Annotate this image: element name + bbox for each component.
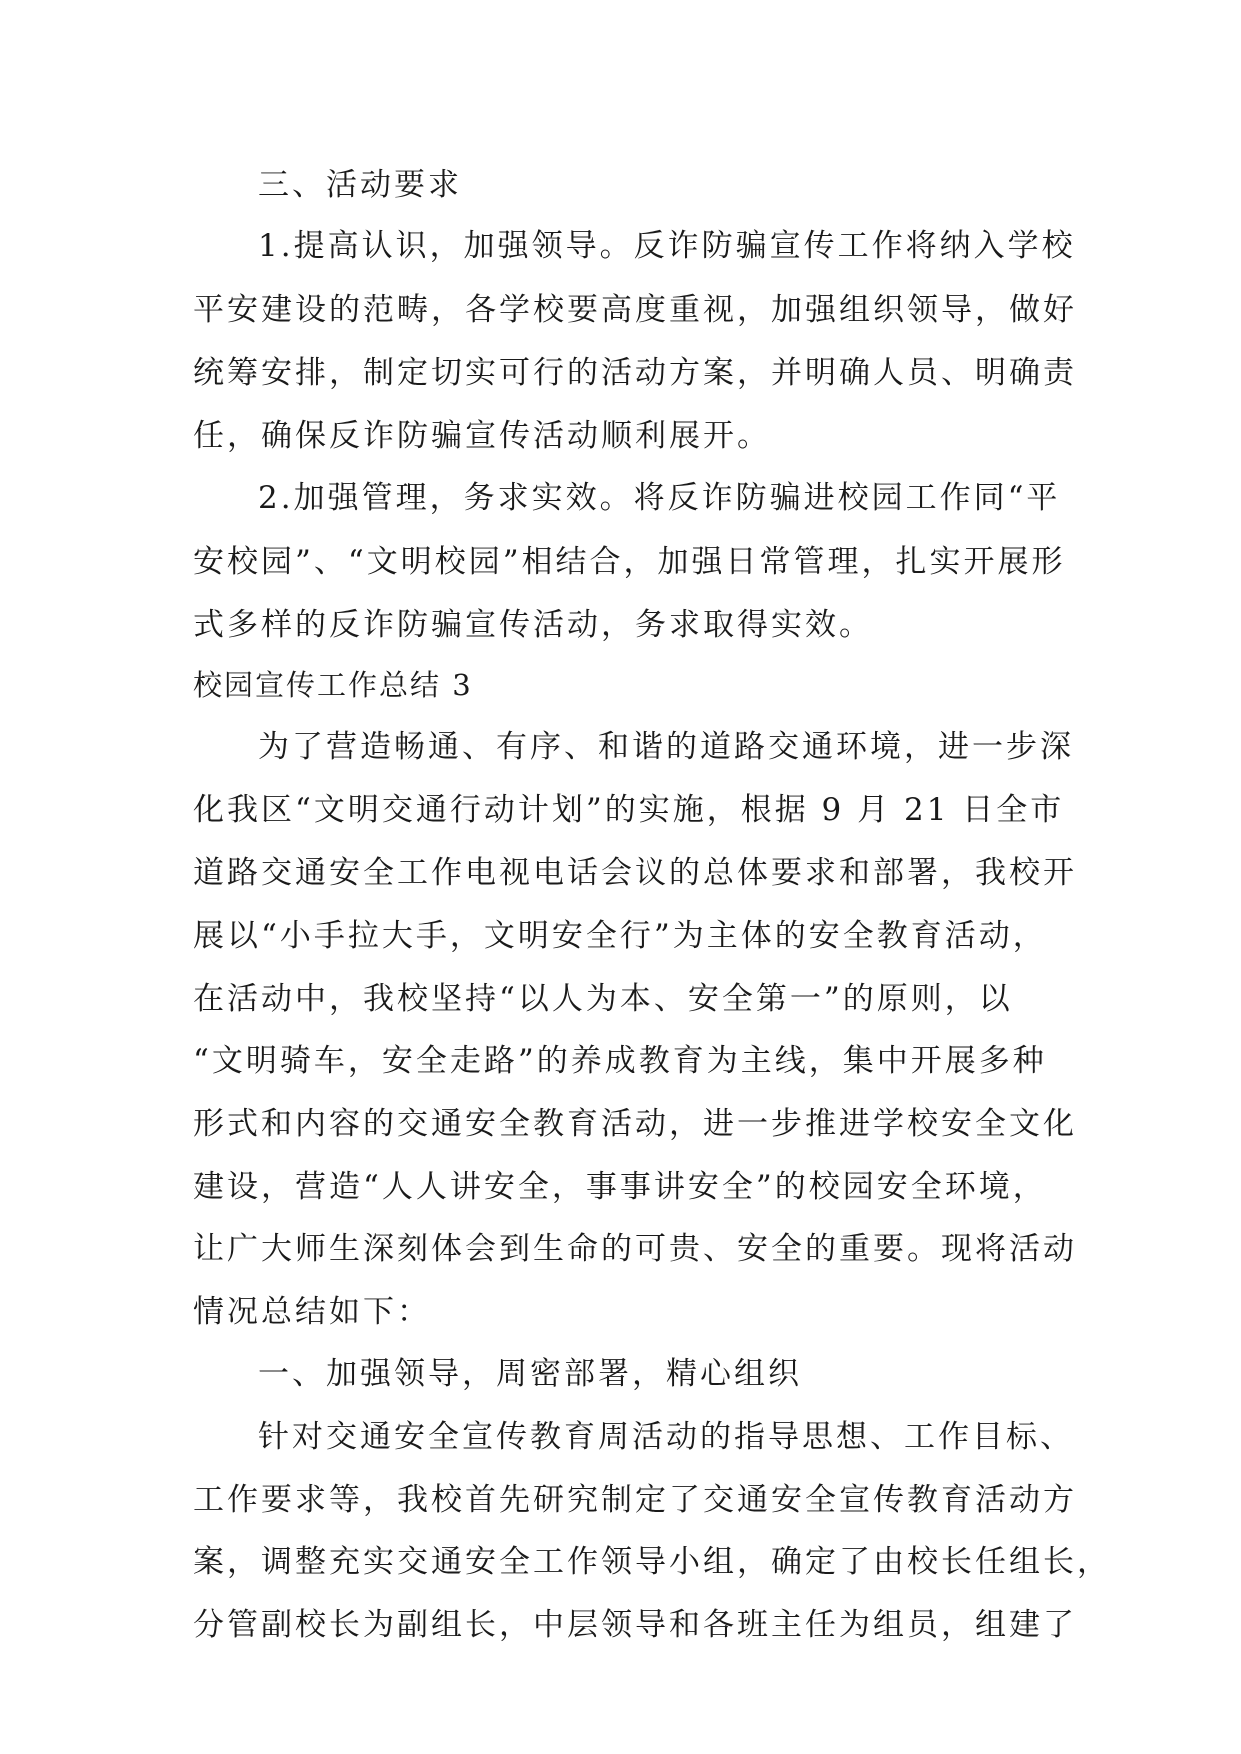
section-heading: 三、活动要求 [258, 167, 462, 203]
paragraph-line: 为了营造畅通、有序、和谐的道路交通环境，进一步深 [258, 729, 1074, 765]
paragraph-line: 式多样的反诈防骗宣传活动，务求取得实效。 [193, 607, 873, 643]
paragraph-line: 2.加强管理，务求实效。将反诈防骗进校园工作同“平 [258, 480, 1061, 516]
paragraph-line: 案，调整充实交通安全工作领导小组，确定了由校长任组长， [193, 1544, 1111, 1580]
paragraph-line: 形式和内容的交通安全教育活动，进一步推进学校安全文化 [193, 1106, 1077, 1142]
paragraph-line: 针对交通安全宣传教育周活动的指导思想、工作目标、 [258, 1419, 1074, 1455]
paragraph-line: 化我区“文明交通行动计划”的实施，根据 9 月 21 日全市 [193, 792, 1065, 828]
paragraph-line: 工作要求等，我校首先研究制定了交通安全宣传教育活动方 [193, 1482, 1077, 1518]
paragraph-line: “文明骑车，安全走路”的养成教育为主线，集中开展多种 [193, 1043, 1047, 1079]
paragraph-line: 道路交通安全工作电视电话会议的总体要求和部署，我校开 [193, 855, 1077, 891]
paragraph-line: 分管副校长为副组长，中层领导和各班主任为组员，组建了 [193, 1607, 1077, 1643]
paragraph-line: 展以“小手拉大手，文明安全行”为主体的安全教育活动， [193, 918, 1047, 954]
article-title: 校园宣传工作总结 3 [193, 668, 473, 702]
paragraph-line: 让广大师生深刻体会到生命的可贵、安全的重要。现将活动 [193, 1231, 1077, 1267]
paragraph-line: 平安建设的范畴，各学校要高度重视，加强组织领导，做好 [193, 292, 1077, 328]
paragraph-line: 安校园”、“文明校园”相结合，加强日常管理，扎实开展形 [193, 544, 1066, 580]
paragraph-line: 在活动中，我校坚持“以人为本、安全第一”的原则，以 [193, 981, 1013, 1017]
paragraph-line: 统筹安排，制定切实可行的活动方案，并明确人员、明确责 [193, 355, 1077, 391]
paragraph-line: 1.提高认识，加强领导。反诈防骗宣传工作将纳入学校 [258, 228, 1076, 264]
paragraph-line: 建设，营造“人人讲安全，事事讲安全”的校园安全环境， [193, 1169, 1047, 1205]
paragraph-line: 情况总结如下： [193, 1294, 431, 1330]
section-heading: 一、加强领导，周密部署，精心组织 [258, 1356, 802, 1392]
paragraph-line: 任，确保反诈防骗宣传活动顺利展开。 [193, 418, 771, 454]
